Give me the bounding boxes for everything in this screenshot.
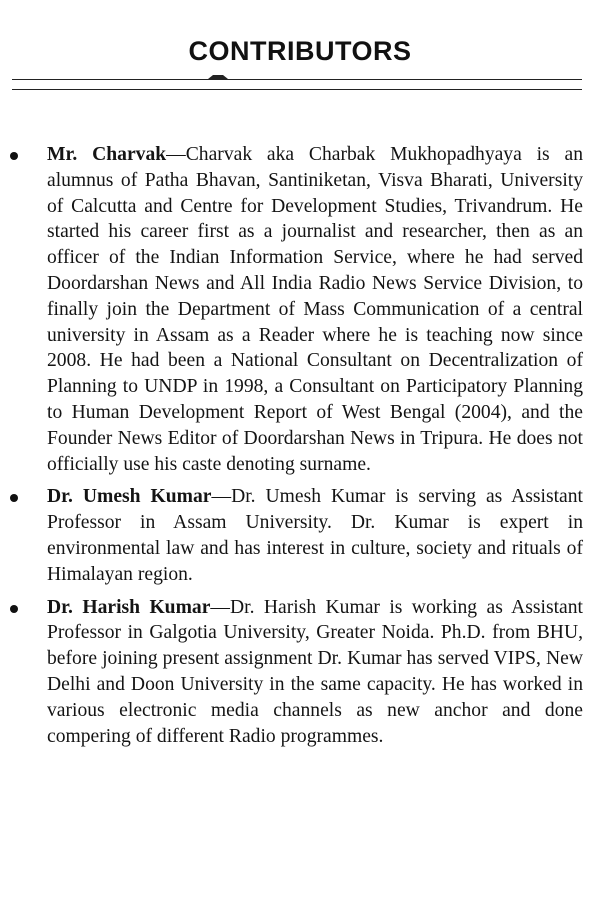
contributor-text bbox=[47, 595, 583, 750]
contributor-list bbox=[0, 142, 600, 756]
contributor-entry bbox=[0, 595, 600, 750]
contributor-name: Dr. Umesh Kumar bbox=[47, 486, 212, 508]
contributor-entry bbox=[0, 484, 600, 587]
title-rule-bottom bbox=[12, 89, 582, 90]
contributor-name: Mr. Charvak bbox=[47, 144, 167, 165]
contributor-text bbox=[47, 142, 583, 477]
name-separator: — bbox=[210, 596, 230, 618]
name-separator: — bbox=[166, 144, 186, 165]
bullet-icon bbox=[10, 605, 18, 613]
name-separator: — bbox=[211, 486, 232, 508]
rule-ornament bbox=[208, 75, 228, 79]
contributor-bio: Dr. Harish Kumar is working as Assistant Professor in Galgotia University, Greater Noida. Ph.D. from BHU, before joining present assignment Dr. Kumar has served VIPS, New Delhi and Doon University in the same capacity. He has worked in various electronic media channels as new anchor and done compering of different Radio programmes. bbox=[47, 596, 583, 747]
title-rule-top bbox=[12, 79, 582, 80]
contributor-bio: Dr. Umesh Kumar is serving as Assistant Professor in Assam University. Dr. Kumar is expert in environmental law and has interest in culture, society and rituals of Himalayan region. bbox=[47, 486, 583, 585]
bullet-icon bbox=[10, 152, 18, 160]
contributor-entry bbox=[0, 142, 600, 477]
contributor-name: Dr. Harish Kumar bbox=[47, 596, 211, 618]
bullet-icon bbox=[10, 494, 18, 502]
contributor-text bbox=[47, 484, 583, 587]
page-title: CONTRIBUTORS bbox=[188, 36, 412, 66]
contributor-bio: Charvak aka Charbak Mukhopadhyaya is an alumnus of Patha Bhavan, Santiniketan, Visva Bharati, University of Calcutta and Centre for Development Studies, Trivandrum. He started his career first as a journalist and researcher, then as an officer of the Indian Information Service, where he had served Doordarshan News and All India Radio News Service Division, to finally join the Department of Mass Communication of a central university in Assam as a Reader where he is teaching now since 2008. He had been a National Consultant on Decentralization of Planning to UNDP in 1998, a Consultant on Participatory Planning to Human Development Report of West Bengal (2004), and the Founder News Editor of Doordarshan News in Tripura. He does not officially use his caste denoting surname. bbox=[47, 144, 583, 475]
